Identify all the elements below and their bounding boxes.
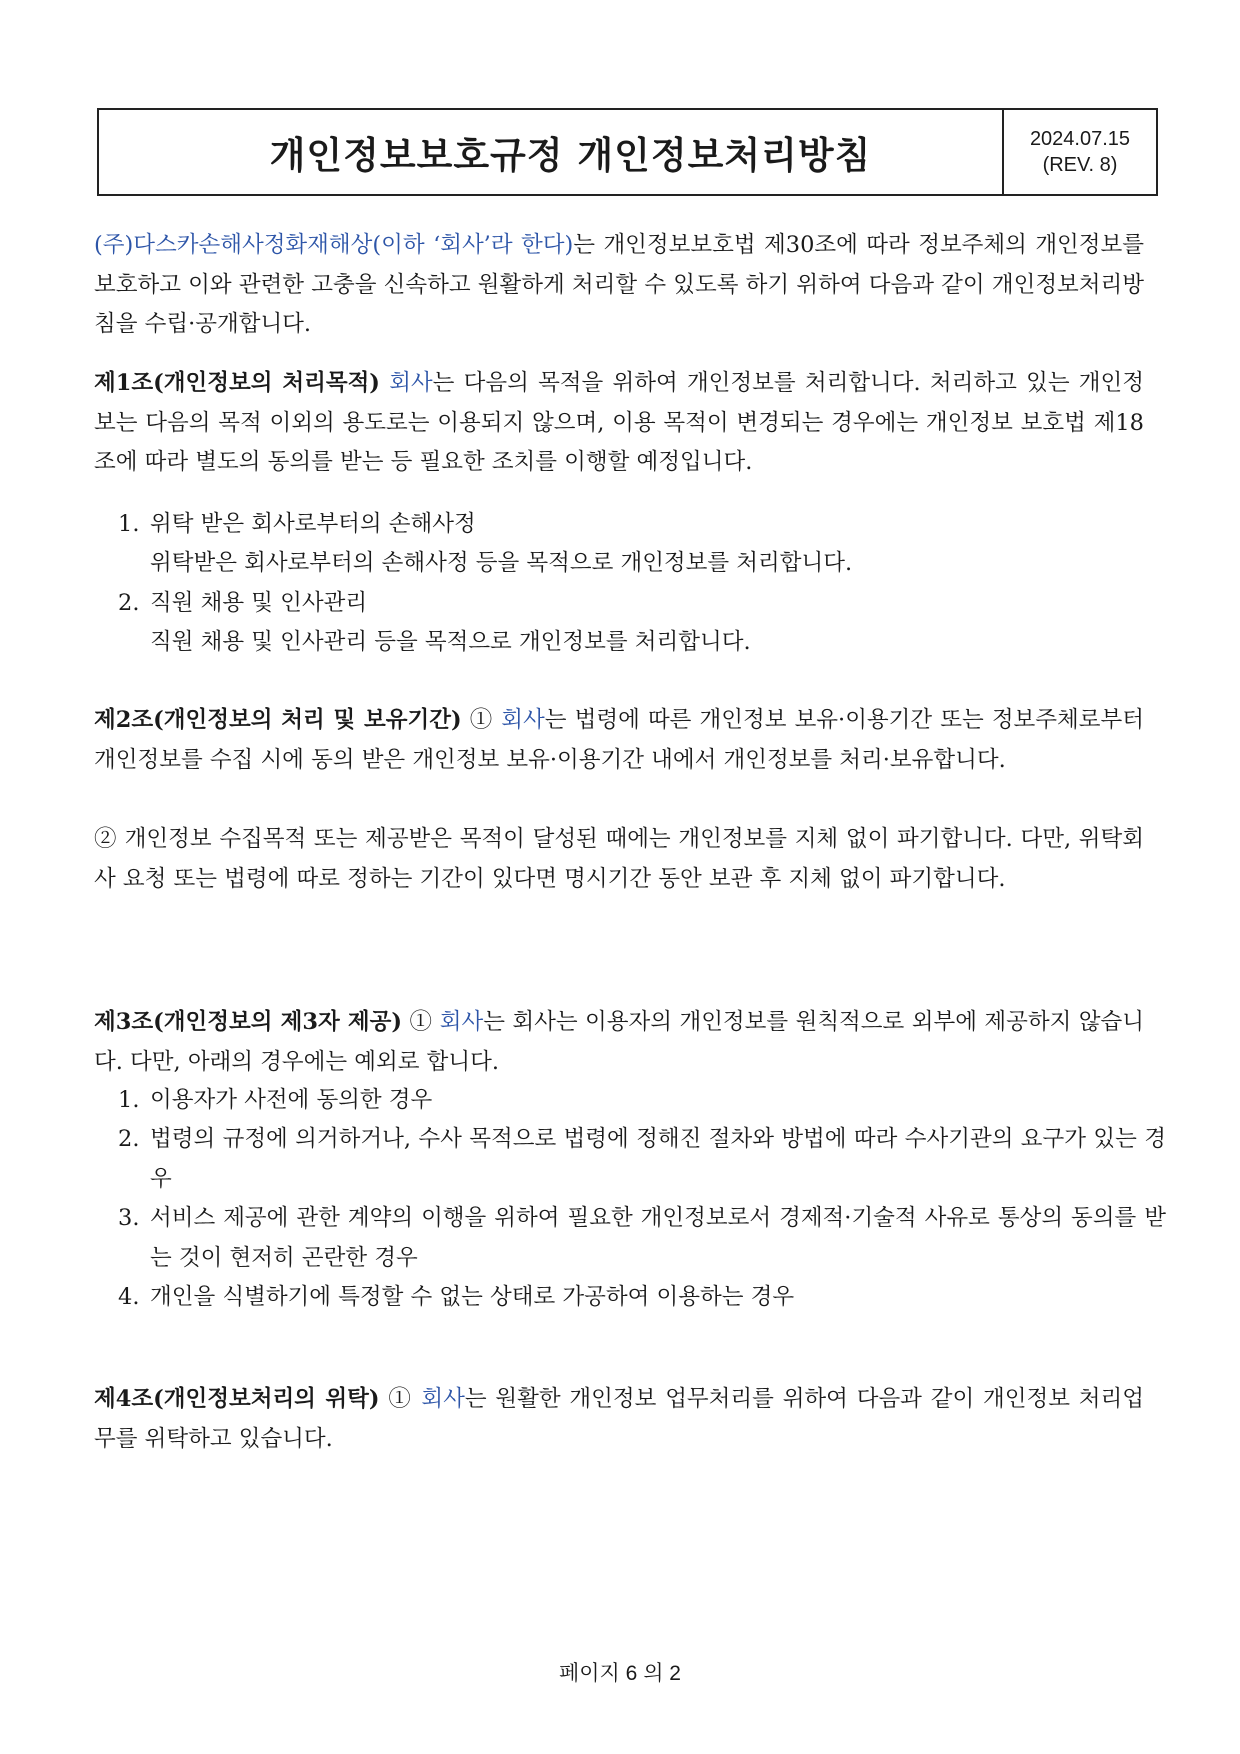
page-number: 페이지 6 의 2: [558, 1662, 681, 1685]
document-title: 개인정보보호규정 개인정보처리방침: [99, 110, 1004, 194]
article-4-heading: 제4조(개인정보처리의 위탁): [94, 1386, 380, 1412]
article-3-item-1: 1. 이용자가 사전에 동의한 경우: [118, 1087, 433, 1113]
article-3-item-2: 2. 법령의 규정에 의거하거나, 수사 목적으로 법령에 정해진 절차와 방법에 따라 수사기관의 요구가 있는 경우: [118, 1126, 1166, 1192]
article-3-item-4: 4. 개인을 식별하기에 특정할 수 없는 상태로 가공하여 이용하는 경우: [118, 1284, 795, 1310]
article-1-body: 는 다음의 목적을 위하여 개인정보를 처리합니다. 처리하고 있는 개인정보는 다음의 목적 이외의 용도로는 이용되지 않으며, 이용 목적이 변경되는 경우에는 개인정보 보호법 제18조에 따라 별도의 동의를 받는 등 필요한 조치를 이행할 예정입니다.: [94, 370, 1144, 475]
article-1-item-2-title: 2. 직원 채용 및 인사관리: [118, 590, 368, 616]
article-2-paragraph-2: ② 개인정보 수집목적 또는 제공받은 목적이 달성된 때에는 개인정보를 지체 없이 파기합니다. 다만, 위탁회사 요청 또는 법령에 따로 정하는 기간이 있다면 명시기간 동안 보관 후 지체 없이 파기합니다.: [94, 826, 1144, 892]
article-4-body: 는 원활한 개인정보 업무처리를 위하여 다음과 같이 개인정보 처리업무를 위탁하고 있습니다.: [94, 1386, 1144, 1452]
header-box: [97, 108, 1158, 196]
article-2-paragraph-1: 제2조(개인정보의 처리 및 보유기간) ① 회사는 법령에 따른 개인정보 보유·이용기간 또는 정보주체로부터 개인정보를 수집 시에 동의 받은 개인정보 보유·이용기간 내에서 개인정보를 처리·보유합니다.: [94, 707, 1144, 773]
article-3-item-3: 3. 서비스 제공에 관한 계약의 이행을 위하여 필요한 개인정보로서 경제적·기술적 사유로 통상의 동의를 받는 것이 현저히 곤란한 경우: [118, 1205, 1166, 1271]
company-name: (주)다스카손해사정화재해상(이하 ‘회사’라 한다): [94, 232, 574, 258]
article-2-heading: 제2조(개인정보의 처리 및 보유기간): [94, 707, 462, 733]
article-3-paragraph: 제3조(개인정보의 제3자 제공) ① 회사는 회사는 이용자의 개인정보를 원칙적으로 외부에 제공하지 않습니다. 다만, 아래의 경우에는 예외로 합니다.: [94, 1009, 1144, 1075]
article-4-paragraph: 제4조(개인정보처리의 위탁) ① 회사는 원활한 개인정보 업무처리를 위하여 다음과 같이 개인정보 처리업무를 위탁하고 있습니다.: [94, 1386, 1144, 1452]
article-1-subject: 회사: [389, 370, 433, 396]
article-1-item-2-desc: 직원 채용 및 인사관리 등을 목적으로 개인정보를 처리합니다.: [150, 629, 751, 655]
revision-date: 2024.07.15: [1029, 128, 1131, 150]
revision-info: [1004, 110, 1156, 194]
intro-text: 는 개인정보보호법 제30조에 따라 정보주체의 개인정보를 보호하고 이와 관련한 고충을 신속하고 원활하게 처리할 수 있도록 하기 위하여 다음과 같이 개인정보처리방침을 수립·공개합니다.: [94, 232, 1145, 337]
article-3-heading: 제3조(개인정보의 제3자 제공): [94, 1009, 402, 1035]
article-1-paragraph: [94, 364, 1144, 483]
article-1-item-1-title: 1. 위탁 받은 회사로부터의 손해사정: [118, 511, 476, 537]
article-2-subject: 회사: [501, 707, 545, 733]
article-3-subject: 회사: [439, 1009, 484, 1035]
article-2-body-1: 는 법령에 따른 개인정보 보유·이용기간 또는 정보주체로부터 개인정보를 수집 시에 동의 받은 개인정보 보유·이용기간 내에서 개인정보를 처리·보유합니다.: [94, 707, 1144, 773]
article-1-heading: 제1조(개인정보의 처리목적): [94, 370, 380, 396]
intro-paragraph: [94, 226, 1144, 345]
article-3-body: 는 회사는 이용자의 개인정보를 원칙적으로 외부에 제공하지 않습니다. 다만, 아래의 경우에는 예외로 합니다.: [94, 1009, 1144, 1075]
article-1-item-1-desc: 위탁받은 회사로부터의 손해사정 등을 목적으로 개인정보를 처리합니다.: [150, 550, 853, 576]
revision-number: (REV. 8): [1042, 154, 1118, 176]
article-4-subject: 회사: [421, 1386, 465, 1412]
